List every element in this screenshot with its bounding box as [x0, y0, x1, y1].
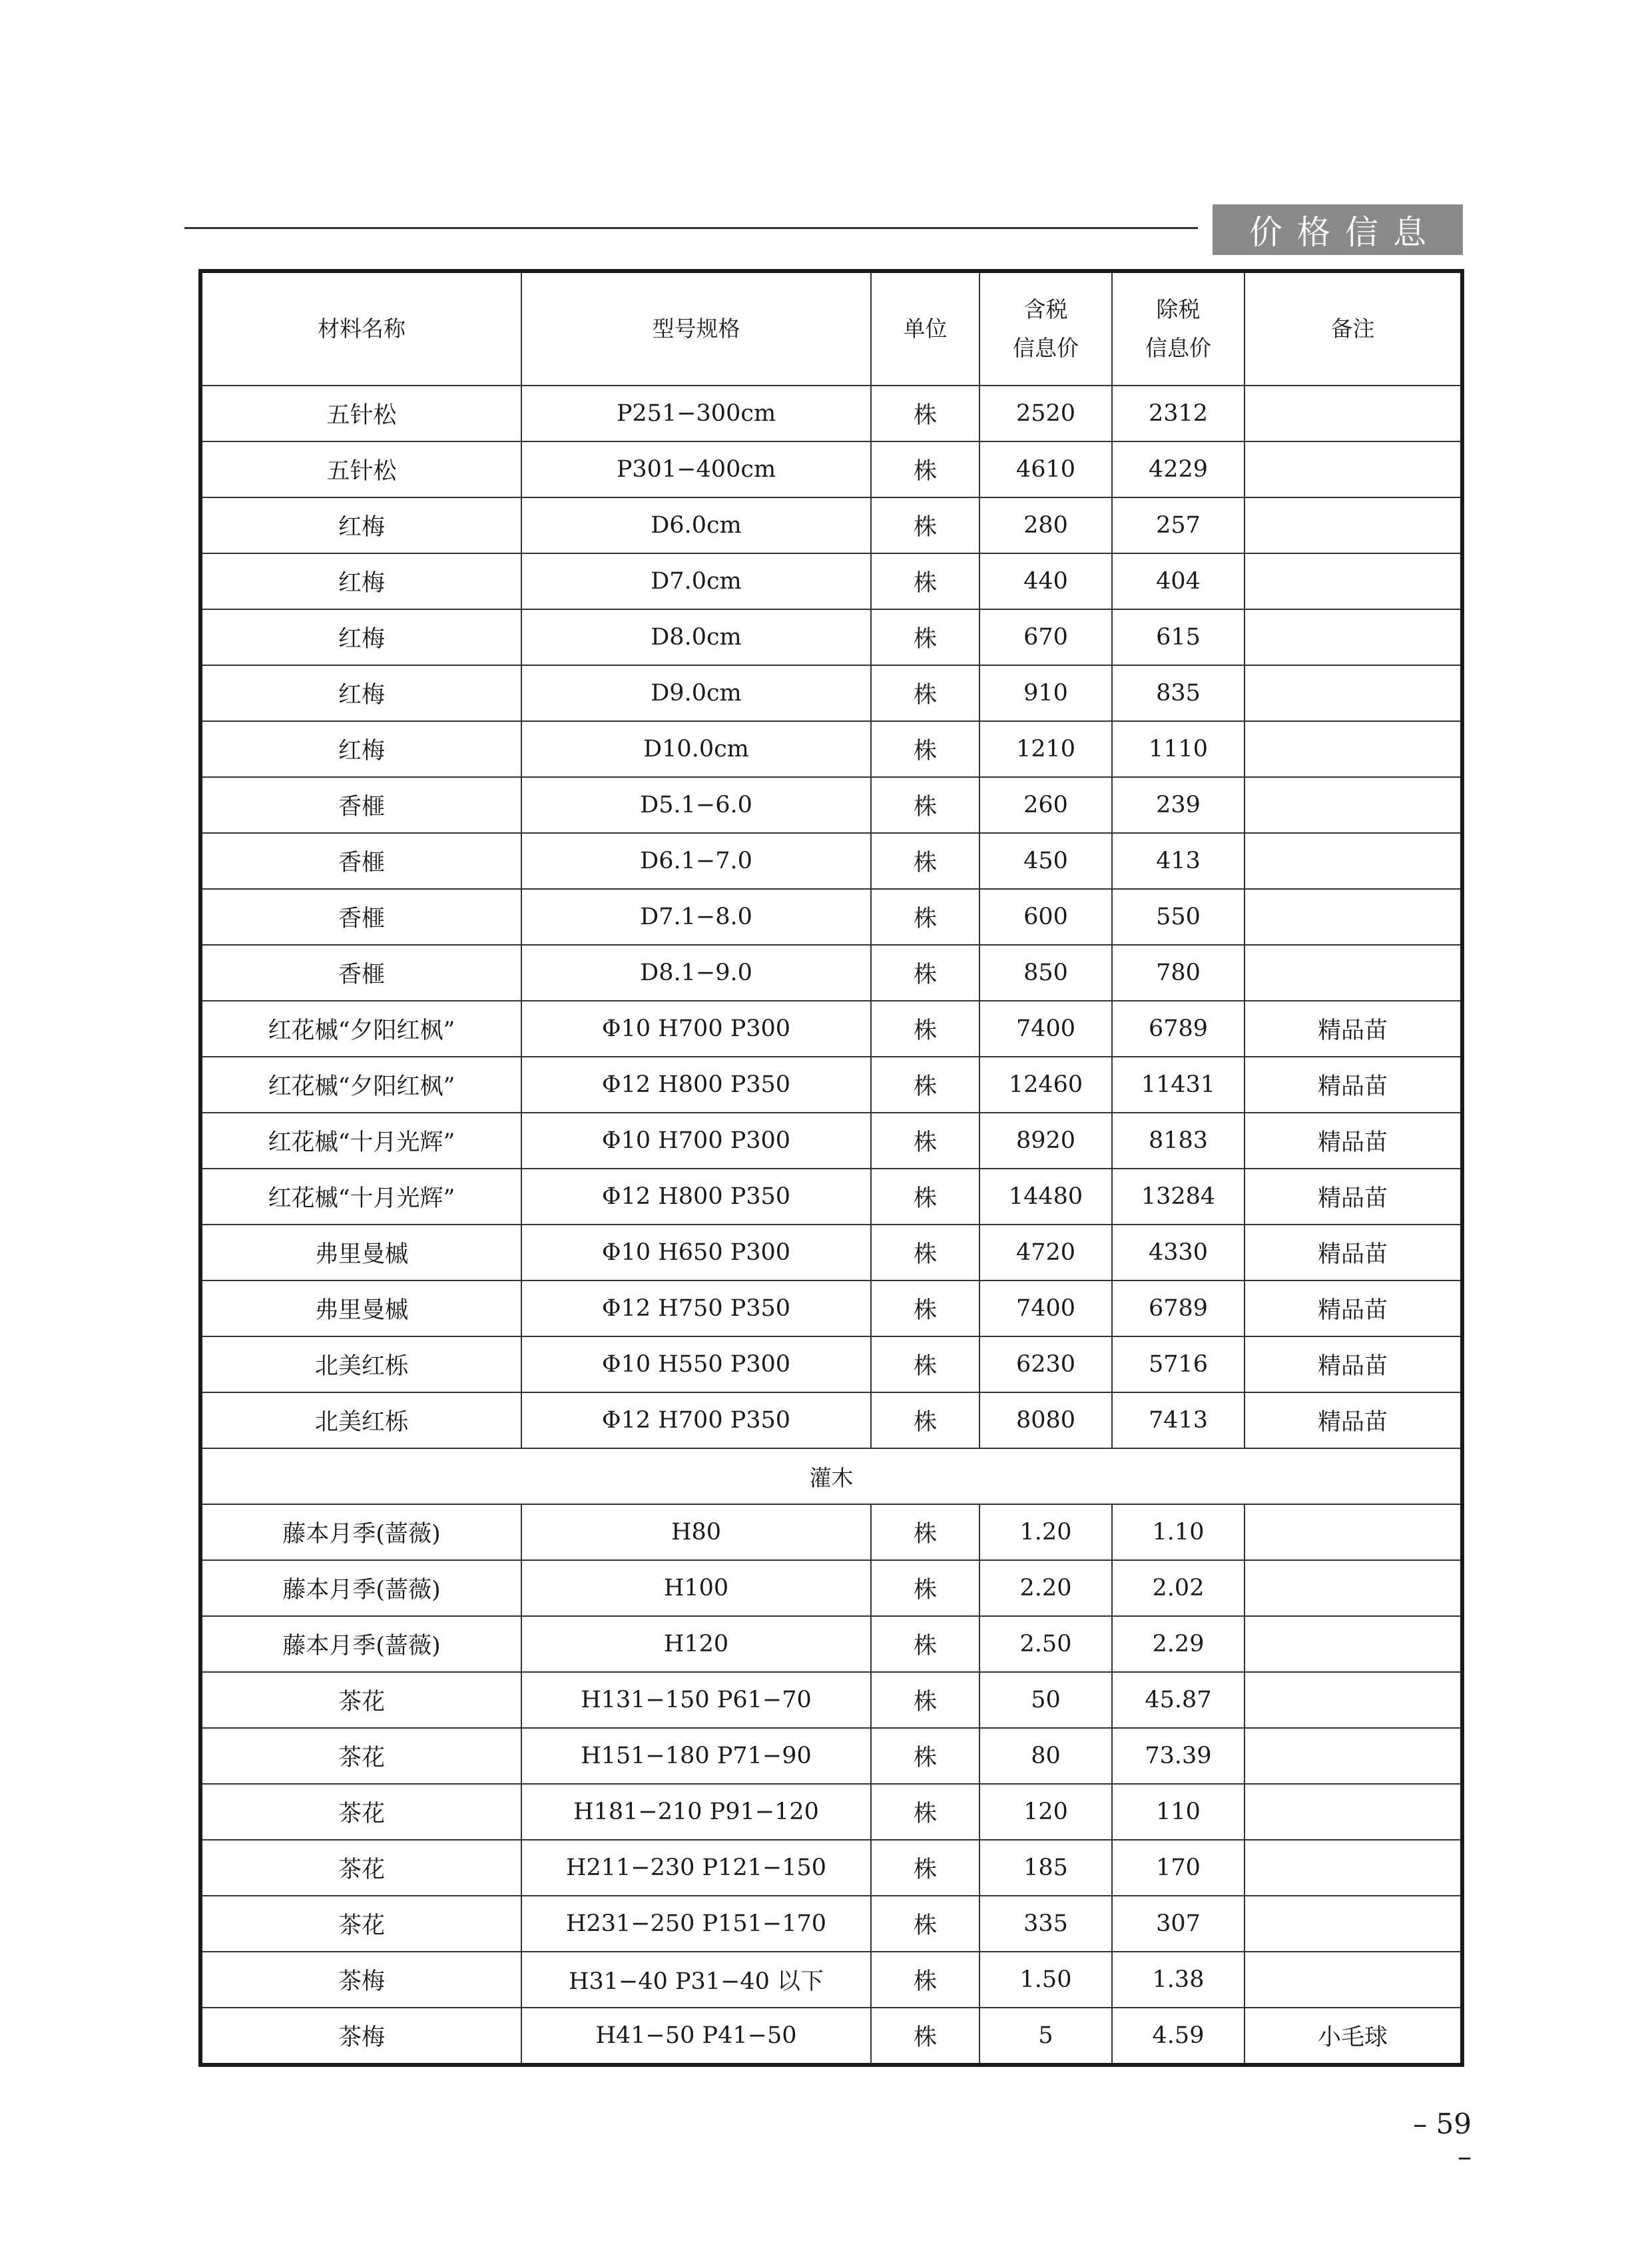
cell-spec: Φ12 H800 P350	[521, 1057, 871, 1113]
cell-price-without-tax: 1110	[1112, 721, 1244, 777]
table-row	[200, 665, 1462, 721]
cell-price-without-tax: 6789	[1112, 1280, 1244, 1336]
cell-note: 精品苗	[1244, 1001, 1462, 1057]
cell-price-with-tax: 335	[979, 1896, 1112, 1952]
cell-name: 红花槭“夕阳红枫”	[200, 1001, 521, 1057]
cell-price-with-tax: 14480	[979, 1169, 1112, 1225]
table-row	[200, 553, 1462, 609]
cell-spec: P301−400cm	[521, 441, 871, 497]
cell-unit: 株	[871, 889, 979, 945]
cell-note	[1244, 777, 1462, 833]
cell-name: 红梅	[200, 721, 521, 777]
cell-name: 茶梅	[200, 2008, 521, 2065]
cell-spec: H131−150 P61−70	[521, 1672, 871, 1728]
cell-price-with-tax: 4610	[979, 441, 1112, 497]
cell-price-with-tax: 450	[979, 833, 1112, 889]
cell-unit: 株	[871, 721, 979, 777]
cell-price-without-tax: 239	[1112, 777, 1244, 833]
table-row	[200, 1616, 1462, 1672]
table-row	[200, 1225, 1462, 1280]
cell-name: 茶花	[200, 1728, 521, 1784]
cell-note	[1244, 1672, 1462, 1728]
cell-price-with-tax: 260	[979, 777, 1112, 833]
cell-note	[1244, 945, 1462, 1001]
page-number: – 59 –	[1413, 2108, 1472, 2173]
cell-price-without-tax: 11431	[1112, 1057, 1244, 1113]
cell-note	[1244, 1504, 1462, 1560]
cell-note: 精品苗	[1244, 1225, 1462, 1280]
cell-name: 红梅	[200, 497, 521, 553]
cell-price-without-tax: 73.39	[1112, 1728, 1244, 1784]
col-header-spec: 型号规格	[521, 271, 871, 386]
cell-note	[1244, 1896, 1462, 1952]
table-row	[200, 1336, 1462, 1392]
cell-spec: D8.0cm	[521, 609, 871, 665]
cell-spec: D6.0cm	[521, 497, 871, 553]
category-label: 灌木	[200, 1448, 1462, 1504]
cell-spec: H31−40 P31−40 以下	[521, 1952, 871, 2008]
cell-spec: Φ10 H700 P300	[521, 1113, 871, 1169]
cell-price-with-tax: 50	[979, 1672, 1112, 1728]
cell-note	[1244, 833, 1462, 889]
cell-name: 香榧	[200, 945, 521, 1001]
cell-price-without-tax: 550	[1112, 889, 1244, 945]
cell-price-with-tax: 8080	[979, 1392, 1112, 1448]
table-row	[200, 889, 1462, 945]
cell-price-with-tax: 7400	[979, 1280, 1112, 1336]
cell-price-with-tax: 2.20	[979, 1560, 1112, 1616]
cell-price-without-tax: 307	[1112, 1896, 1244, 1952]
cell-note	[1244, 1728, 1462, 1784]
category-row	[200, 1448, 1462, 1504]
cell-price-with-tax: 7400	[979, 1001, 1112, 1057]
table-row	[200, 721, 1462, 777]
col-header-unit: 单位	[871, 271, 979, 386]
cell-spec: P251−300cm	[521, 386, 871, 441]
cell-unit: 株	[871, 1672, 979, 1728]
cell-name: 红梅	[200, 553, 521, 609]
cell-unit: 株	[871, 1728, 979, 1784]
cell-note	[1244, 1560, 1462, 1616]
cell-name: 藤本月季(蔷薇)	[200, 1560, 521, 1616]
cell-name: 红花槭“夕阳红枫”	[200, 1057, 521, 1113]
cell-note	[1244, 497, 1462, 553]
cell-name: 藤本月季(蔷薇)	[200, 1504, 521, 1560]
cell-unit: 株	[871, 497, 979, 553]
cell-unit: 株	[871, 1169, 979, 1225]
cell-price-without-tax: 2.02	[1112, 1560, 1244, 1616]
cell-unit: 株	[871, 1280, 979, 1336]
cell-note	[1244, 1784, 1462, 1840]
cell-name: 五针松	[200, 386, 521, 441]
cell-price-without-tax: 835	[1112, 665, 1244, 721]
cell-price-without-tax: 6789	[1112, 1001, 1244, 1057]
cell-name: 茶花	[200, 1840, 521, 1896]
cell-unit: 株	[871, 777, 979, 833]
cell-price-without-tax: 7413	[1112, 1392, 1244, 1448]
cell-name: 红梅	[200, 609, 521, 665]
cell-spec: D6.1−7.0	[521, 833, 871, 889]
table-row	[200, 2008, 1462, 2065]
table-row	[200, 833, 1462, 889]
cell-note: 精品苗	[1244, 1336, 1462, 1392]
cell-unit: 株	[871, 386, 979, 441]
table-row	[200, 1784, 1462, 1840]
cell-spec: H120	[521, 1616, 871, 1672]
cell-price-without-tax: 257	[1112, 497, 1244, 553]
header-rule	[184, 227, 1198, 229]
table-row	[200, 1169, 1462, 1225]
cell-price-with-tax: 5	[979, 2008, 1112, 2065]
cell-spec: H231−250 P151−170	[521, 1896, 871, 1952]
cell-price-without-tax: 2.29	[1112, 1616, 1244, 1672]
cell-spec: Φ10 H550 P300	[521, 1336, 871, 1392]
cell-price-with-tax: 120	[979, 1784, 1112, 1840]
cell-unit: 株	[871, 1784, 979, 1840]
cell-spec: D7.1−8.0	[521, 889, 871, 945]
cell-unit: 株	[871, 1616, 979, 1672]
cell-spec: H41−50 P41−50	[521, 2008, 871, 2065]
table-row	[200, 441, 1462, 497]
cell-note	[1244, 441, 1462, 497]
col-header-price-without-tax-line2: 信息价	[1145, 335, 1211, 361]
cell-unit: 株	[871, 1560, 979, 1616]
cell-unit: 株	[871, 1392, 979, 1448]
table-row	[200, 1840, 1462, 1896]
cell-name: 茶花	[200, 1672, 521, 1728]
cell-price-without-tax: 13284	[1112, 1169, 1244, 1225]
cell-name: 香榧	[200, 833, 521, 889]
cell-note: 精品苗	[1244, 1169, 1462, 1225]
cell-spec: H100	[521, 1560, 871, 1616]
col-header-note: 备注	[1244, 271, 1462, 386]
table-row	[200, 1672, 1462, 1728]
cell-name: 香榧	[200, 777, 521, 833]
cell-price-without-tax: 4229	[1112, 441, 1244, 497]
cell-note	[1244, 1952, 1462, 2008]
cell-name: 茶花	[200, 1784, 521, 1840]
cell-spec: D10.0cm	[521, 721, 871, 777]
cell-unit: 株	[871, 945, 979, 1001]
cell-note: 精品苗	[1244, 1280, 1462, 1336]
cell-spec: H151−180 P71−90	[521, 1728, 871, 1784]
cell-price-with-tax: 600	[979, 889, 1112, 945]
table-row	[200, 1896, 1462, 1952]
cell-unit: 株	[871, 833, 979, 889]
cell-name: 北美红栎	[200, 1336, 521, 1392]
cell-price-without-tax: 2312	[1112, 386, 1244, 441]
cell-spec: D8.1−9.0	[521, 945, 871, 1001]
cell-price-with-tax: 185	[979, 1840, 1112, 1896]
cell-note	[1244, 665, 1462, 721]
col-header-price-without-tax-line1: 除税	[1156, 296, 1201, 322]
cell-price-with-tax: 80	[979, 1728, 1112, 1784]
cell-price-without-tax: 45.87	[1112, 1672, 1244, 1728]
cell-unit: 株	[871, 609, 979, 665]
cell-spec: Φ10 H650 P300	[521, 1225, 871, 1280]
cell-spec: H211−230 P121−150	[521, 1840, 871, 1896]
cell-spec: D7.0cm	[521, 553, 871, 609]
cell-note	[1244, 1840, 1462, 1896]
col-header-price-with-tax-line2: 信息价	[1013, 335, 1079, 361]
cell-unit: 株	[871, 1001, 979, 1057]
cell-name: 茶梅	[200, 1952, 521, 2008]
cell-price-with-tax: 1210	[979, 721, 1112, 777]
table-row	[200, 777, 1462, 833]
cell-note	[1244, 889, 1462, 945]
table-row	[200, 497, 1462, 553]
table-row	[200, 1392, 1462, 1448]
cell-price-with-tax: 6230	[979, 1336, 1112, 1392]
cell-unit: 株	[871, 441, 979, 497]
cell-spec: H80	[521, 1504, 871, 1560]
cell-name: 茶花	[200, 1896, 521, 1952]
cell-spec: D9.0cm	[521, 665, 871, 721]
table-row	[200, 1057, 1462, 1113]
cell-name: 弗里曼槭	[200, 1225, 521, 1280]
cell-price-without-tax: 110	[1112, 1784, 1244, 1840]
col-header-price-without-tax	[1112, 271, 1244, 386]
cell-price-without-tax: 4330	[1112, 1225, 1244, 1280]
table-row	[200, 1952, 1462, 2008]
cell-spec: H181−210 P91−120	[521, 1784, 871, 1840]
cell-price-with-tax: 1.50	[979, 1952, 1112, 2008]
table-row	[200, 1728, 1462, 1784]
cell-price-without-tax: 5716	[1112, 1336, 1244, 1392]
cell-price-with-tax: 850	[979, 945, 1112, 1001]
cell-price-without-tax: 1.38	[1112, 1952, 1244, 2008]
cell-note	[1244, 721, 1462, 777]
table-row	[200, 1560, 1462, 1616]
cell-note	[1244, 609, 1462, 665]
cell-unit: 株	[871, 1896, 979, 1952]
cell-unit: 株	[871, 1952, 979, 2008]
cell-price-with-tax: 12460	[979, 1057, 1112, 1113]
cell-price-without-tax: 404	[1112, 553, 1244, 609]
cell-name: 弗里曼槭	[200, 1280, 521, 1336]
cell-price-with-tax: 910	[979, 665, 1112, 721]
cell-price-with-tax: 1.20	[979, 1504, 1112, 1560]
cell-unit: 株	[871, 1113, 979, 1169]
cell-name: 藤本月季(蔷薇)	[200, 1616, 521, 1672]
table-row	[200, 1504, 1462, 1560]
cell-price-without-tax: 413	[1112, 833, 1244, 889]
cell-unit: 株	[871, 1504, 979, 1560]
cell-name: 五针松	[200, 441, 521, 497]
cell-name: 红花槭“十月光辉”	[200, 1113, 521, 1169]
table-row	[200, 945, 1462, 1001]
cell-note: 小毛球	[1244, 2008, 1462, 2065]
cell-note: 精品苗	[1244, 1057, 1462, 1113]
section-title: 价格信息	[1213, 204, 1463, 255]
cell-note: 精品苗	[1244, 1113, 1462, 1169]
cell-price-without-tax: 615	[1112, 609, 1244, 665]
cell-note	[1244, 553, 1462, 609]
table-body	[200, 386, 1462, 2065]
cell-name: 北美红栎	[200, 1392, 521, 1448]
price-table	[198, 269, 1464, 2067]
cell-unit: 株	[871, 2008, 979, 2065]
table-row	[200, 386, 1462, 441]
cell-price-without-tax: 4.59	[1112, 2008, 1244, 2065]
cell-price-with-tax: 2520	[979, 386, 1112, 441]
cell-note: 精品苗	[1244, 1392, 1462, 1448]
cell-price-with-tax: 4720	[979, 1225, 1112, 1280]
cell-spec: Φ12 H750 P350	[521, 1280, 871, 1336]
cell-unit: 株	[871, 665, 979, 721]
cell-spec: D5.1−6.0	[521, 777, 871, 833]
table-row	[200, 1001, 1462, 1057]
col-header-price-with-tax	[979, 271, 1112, 386]
cell-note	[1244, 386, 1462, 441]
cell-unit: 株	[871, 1840, 979, 1896]
cell-price-with-tax: 8920	[979, 1113, 1112, 1169]
cell-name: 红花槭“十月光辉”	[200, 1169, 521, 1225]
table-row	[200, 1280, 1462, 1336]
cell-price-without-tax: 780	[1112, 945, 1244, 1001]
table-header-row	[200, 271, 1462, 386]
cell-unit: 株	[871, 1336, 979, 1392]
cell-price-with-tax: 670	[979, 609, 1112, 665]
cell-name: 香榧	[200, 889, 521, 945]
cell-price-with-tax: 2.50	[979, 1616, 1112, 1672]
cell-price-without-tax: 8183	[1112, 1113, 1244, 1169]
cell-price-with-tax: 280	[979, 497, 1112, 553]
cell-price-without-tax: 170	[1112, 1840, 1244, 1896]
cell-unit: 株	[871, 553, 979, 609]
table-row	[200, 1113, 1462, 1169]
cell-spec: Φ12 H700 P350	[521, 1392, 871, 1448]
col-header-price-with-tax-line1: 含税	[1023, 296, 1068, 322]
cell-price-with-tax: 440	[979, 553, 1112, 609]
table-row	[200, 609, 1462, 665]
cell-unit: 株	[871, 1225, 979, 1280]
cell-price-without-tax: 1.10	[1112, 1504, 1244, 1560]
cell-unit: 株	[871, 1057, 979, 1113]
cell-spec: Φ10 H700 P300	[521, 1001, 871, 1057]
cell-name: 红梅	[200, 665, 521, 721]
cell-note	[1244, 1616, 1462, 1672]
cell-spec: Φ12 H800 P350	[521, 1169, 871, 1225]
col-header-name: 材料名称	[200, 271, 521, 386]
